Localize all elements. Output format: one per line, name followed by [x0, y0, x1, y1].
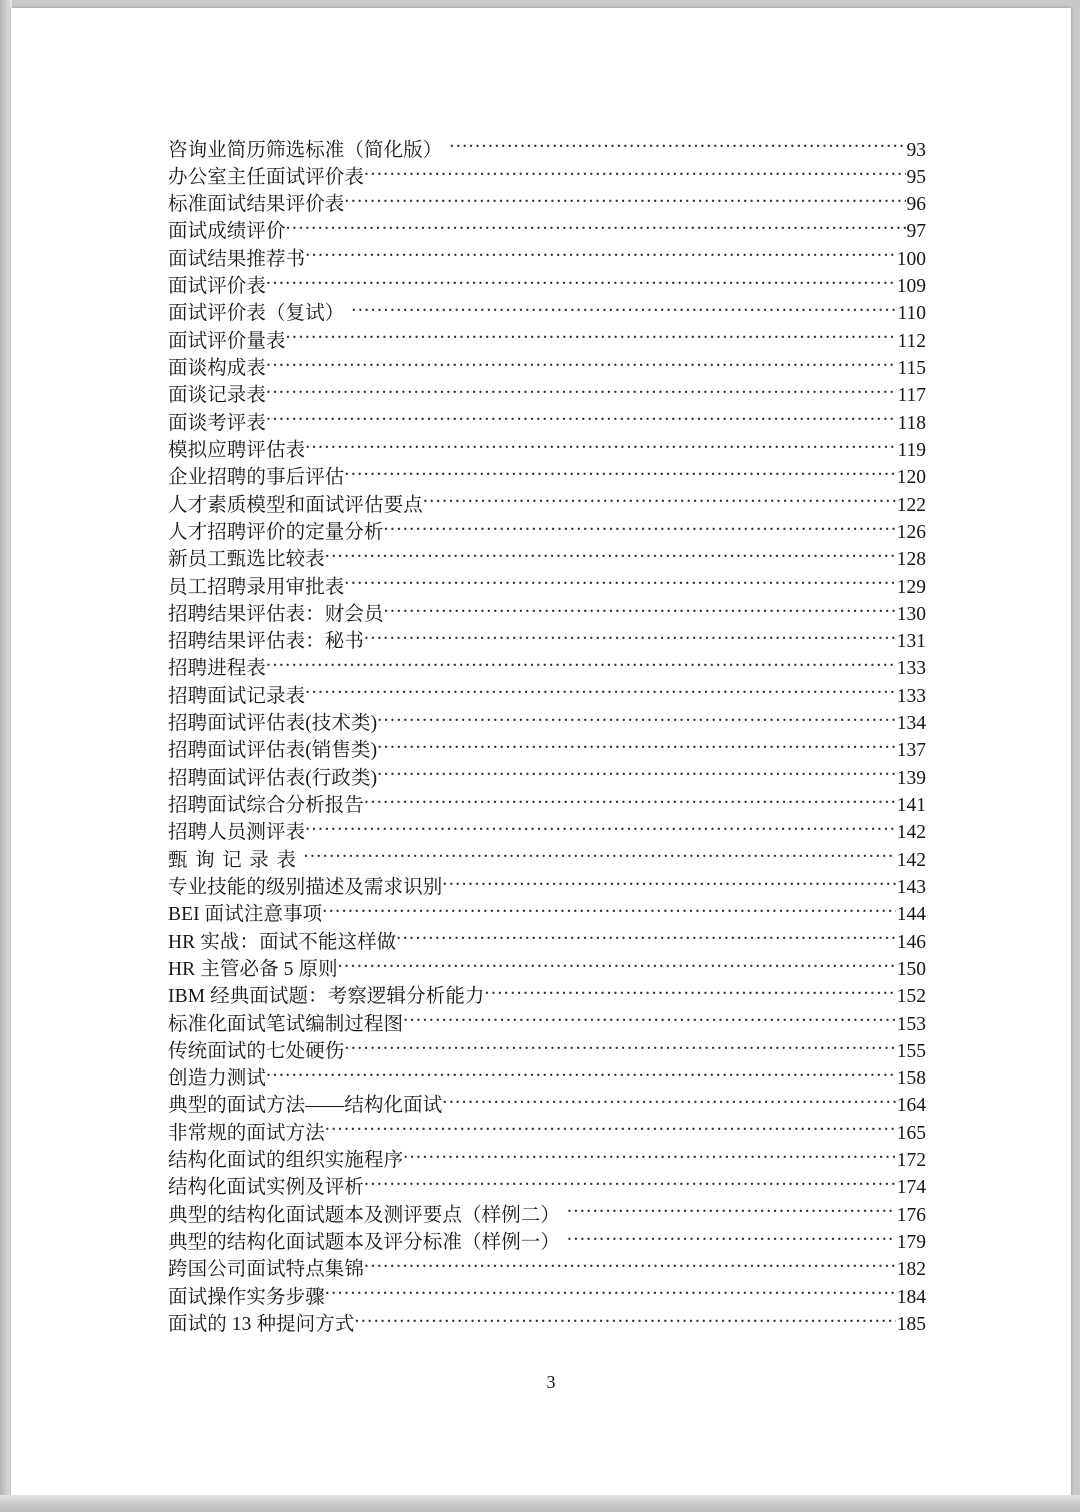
toc-entry[interactable] — [168, 191, 926, 218]
toc-entry-title: HR 主管必备 5 原则 — [168, 958, 338, 980]
toc-entry[interactable] — [168, 1092, 926, 1119]
toc-dot-leader — [322, 901, 895, 921]
toc-entry-page-number: 97 — [906, 221, 926, 243]
toc-dot-leader — [266, 1065, 896, 1085]
toc-entry[interactable] — [168, 518, 926, 545]
toc-dot-leader — [344, 573, 895, 593]
toc-entry-page-number: 144 — [896, 904, 926, 926]
toc-entry-title: 招聘面试评估表(销售类) — [168, 740, 378, 762]
toc-entry-page-number: 110 — [897, 303, 926, 325]
toc-dot-leader — [266, 382, 896, 402]
toc-dot-leader — [305, 682, 896, 702]
toc-entry[interactable] — [168, 136, 926, 163]
toc-entry[interactable] — [168, 1065, 926, 1092]
toc-entry-page-number: 139 — [896, 767, 926, 789]
toc-dot-leader — [384, 600, 896, 620]
toc-entry-page-number: 119 — [897, 439, 926, 461]
toc-entry-page-number: 141 — [896, 795, 926, 816]
toc-entry-title: 典型的结构化面试题本及测评要点（样例二） — [168, 1204, 561, 1226]
toc-dot-leader — [364, 1174, 896, 1194]
toc-dot-leader — [377, 737, 896, 757]
toc-entry[interactable] — [168, 491, 926, 518]
toc-entry-title: 传统面试的七处硬伤 — [168, 1040, 345, 1062]
toc-entry-title: 面试评价量表 — [168, 330, 286, 352]
toc-entry[interactable] — [168, 710, 926, 737]
toc-entry-page-number: 115 — [897, 358, 926, 379]
toc-dot-leader — [403, 1147, 896, 1167]
toc-entry-title: 招聘结果评估表：秘书 — [168, 631, 365, 653]
toc-entry-title: 面试操作实务步骤 — [168, 1286, 325, 1308]
toc-dot-leader — [442, 1092, 895, 1112]
toc-dot-leader — [286, 327, 897, 347]
toc-entry-page-number: 130 — [896, 603, 926, 625]
toc-entry-title: 招聘面试评估表(技术类) — [168, 713, 378, 735]
toc-dot-leader — [396, 928, 895, 948]
toc-entry-page-number: 131 — [896, 631, 926, 653]
toc-entry[interactable] — [168, 764, 926, 791]
toc-entry-page-number: 118 — [897, 412, 926, 434]
toc-entry-title: 招聘人员测评表 — [168, 822, 306, 844]
toc-entry[interactable] — [168, 218, 926, 245]
toc-entry[interactable] — [168, 273, 926, 300]
toc-entry-page-number: 152 — [896, 986, 926, 1008]
toc-dot-leader — [344, 1037, 895, 1057]
toc-entry[interactable] — [168, 163, 926, 190]
toc-dot-leader — [305, 819, 896, 839]
toc-entry-title: 招聘进程表 — [168, 658, 267, 680]
toc-entry[interactable] — [168, 819, 926, 846]
toc-dot-leader — [266, 409, 896, 429]
toc-entry-title: 面试评价表（复试） — [168, 303, 345, 325]
toc-entry-page-number: 126 — [896, 521, 926, 543]
toc-entry-page-number: 122 — [896, 494, 926, 516]
toc-dot-leader — [354, 1310, 895, 1330]
toc-entry-title: 人才素质模型和面试评估要点 — [168, 494, 423, 516]
toc-entry-page-number: 182 — [896, 1259, 926, 1281]
toc-entry[interactable] — [168, 600, 926, 627]
toc-entry-page-number: 143 — [896, 876, 926, 898]
toc-entry[interactable] — [168, 1010, 926, 1037]
toc-dot-leader — [325, 546, 896, 566]
toc-entry[interactable] — [168, 928, 926, 955]
toc-entry-page-number: 137 — [896, 740, 926, 762]
toc-dot-leader — [325, 1119, 896, 1139]
toc-entry-title: 标准化面试笔试编制过程图 — [168, 1013, 404, 1035]
toc-dot-leader — [567, 1201, 896, 1221]
toc-dot-leader — [364, 163, 905, 183]
toc-entry-title: 面谈记录表 — [168, 385, 267, 407]
toc-entry[interactable] — [168, 901, 926, 928]
toc-entry[interactable] — [168, 382, 926, 409]
toc-entry-title: 企业招聘的事后评估 — [168, 467, 345, 489]
toc-entry-page-number: 100 — [896, 248, 926, 270]
toc-entry-title: 结构化面试实例及评析 — [168, 1177, 365, 1199]
toc-entry-title: 创造力测试 — [168, 1068, 267, 1090]
toc-entry-title: 典型的结构化面试题本及评分标准（样例一） — [168, 1232, 561, 1253]
toc-entry[interactable] — [168, 737, 926, 764]
toc-entry-page-number: 172 — [896, 1150, 926, 1172]
toc-entry-title: 跨国公司面试特点集锦 — [168, 1259, 365, 1281]
toc-entry-title: 面试成绩评价 — [168, 221, 286, 243]
toc-dot-leader — [351, 300, 896, 320]
toc-entry-title: 结构化面试的组织实施程序 — [168, 1150, 404, 1172]
toc-dot-leader — [485, 983, 896, 1003]
toc-entry[interactable] — [168, 300, 926, 327]
toc-entry-title: 招聘面试综合分析报告 — [168, 795, 365, 816]
toc-dot-leader — [305, 245, 896, 265]
toc-entry-page-number: 93 — [906, 139, 926, 161]
toc-entry-title: 面试的 13 种提问方式 — [168, 1313, 355, 1335]
toc-entry[interactable] — [168, 1310, 926, 1337]
toc-entry-page-number: 176 — [896, 1204, 926, 1226]
toc-dot-leader — [442, 873, 895, 893]
toc-dot-leader — [304, 846, 896, 866]
toc-dot-leader — [266, 355, 896, 375]
toc-entry[interactable] — [168, 355, 926, 382]
toc-entry-page-number: 174 — [896, 1177, 926, 1199]
toc-entry-title: 招聘面试记录表 — [168, 685, 306, 707]
toc-entry-page-number: 120 — [896, 467, 926, 489]
toc-entry[interactable] — [168, 436, 926, 463]
toc-entry[interactable] — [168, 955, 926, 982]
toc-entry-title: IBM 经典面试题：考察逻辑分析能力 — [168, 986, 485, 1008]
toc-entry[interactable] — [168, 682, 926, 709]
toc-entry-title: 招聘面试评估表(行政类) — [168, 767, 378, 789]
toc-dot-leader — [377, 764, 896, 784]
toc-entry[interactable] — [168, 1119, 926, 1146]
toc-entry[interactable] — [168, 1229, 926, 1256]
toc-entry[interactable] — [168, 983, 926, 1010]
toc-entry-page-number: 95 — [906, 166, 926, 188]
toc-entry-page-number: 184 — [896, 1286, 926, 1308]
toc-entry-title: 甄询记录表 — [168, 849, 304, 871]
toc-dot-leader — [364, 1256, 896, 1276]
toc-dot-leader — [266, 655, 896, 675]
toc-entry[interactable] — [168, 1256, 926, 1283]
toc-entry-page-number: 164 — [896, 1095, 926, 1117]
toc-entry-page-number: 158 — [896, 1068, 926, 1090]
toc-entry[interactable] — [168, 245, 926, 272]
toc-entry-page-number: 112 — [897, 330, 926, 352]
toc-dot-leader — [377, 710, 896, 730]
toc-entry-page-number: 96 — [906, 194, 926, 216]
toc-entry-page-number: 117 — [897, 385, 926, 407]
scan-edge-bottom — [0, 1495, 1080, 1512]
toc-entry-title: 面试结果推荐书 — [168, 248, 306, 270]
toc-entry-page-number: 129 — [896, 576, 926, 598]
page-number-folio: 3 — [546, 1372, 556, 1392]
document-page — [11, 8, 1071, 1497]
toc-entry-page-number: 146 — [896, 931, 926, 953]
toc-entry-title: 新员工甄选比较表 — [168, 549, 325, 571]
toc-entry[interactable] — [168, 1174, 926, 1201]
toc-dot-leader — [344, 464, 895, 484]
table-of-contents — [168, 136, 926, 1338]
toc-entry-page-number: 134 — [896, 713, 926, 735]
toc-dot-leader — [286, 218, 906, 238]
toc-entry-title: 面谈构成表 — [168, 358, 267, 379]
toc-entry[interactable] — [168, 1201, 926, 1228]
toc-entry[interactable] — [168, 1147, 926, 1174]
toc-entry-title: 办公室主任面试评价表 — [168, 166, 365, 188]
toc-entry-page-number: 142 — [896, 849, 926, 871]
toc-entry-title: BEI 面试注意事项 — [168, 904, 323, 926]
toc-entry-title: 专业技能的级别描述及需求识别 — [168, 876, 443, 898]
toc-entry[interactable] — [168, 327, 926, 354]
toc-entry-page-number: 179 — [896, 1232, 926, 1253]
toc-dot-leader — [364, 628, 896, 648]
toc-dot-leader — [325, 1283, 896, 1303]
toc-entry-page-number: 150 — [896, 958, 926, 980]
toc-dot-leader — [338, 955, 896, 975]
toc-entry-page-number: 142 — [896, 822, 926, 844]
toc-entry-page-number: 153 — [896, 1013, 926, 1035]
toc-entry-title: 招聘结果评估表：财会员 — [168, 603, 384, 625]
toc-entry[interactable] — [168, 655, 926, 682]
toc-entry-page-number: 165 — [896, 1122, 926, 1144]
toc-entry-page-number: 185 — [896, 1313, 926, 1335]
toc-entry-page-number: 133 — [896, 658, 926, 680]
toc-entry-title: HR 实战：面试不能这样做 — [168, 931, 397, 953]
toc-dot-leader — [344, 191, 905, 211]
toc-entry-page-number: 109 — [896, 276, 926, 298]
toc-entry[interactable] — [168, 628, 926, 655]
toc-entry[interactable] — [168, 1037, 926, 1064]
toc-dot-leader — [449, 136, 905, 156]
toc-entry-title: 员工招聘录用审批表 — [168, 576, 345, 598]
toc-entry-page-number: 133 — [896, 685, 926, 707]
toc-dot-leader — [403, 1010, 896, 1030]
toc-entry[interactable] — [168, 464, 926, 491]
toc-entry[interactable] — [168, 573, 926, 600]
toc-entry-title: 面试评价表 — [168, 276, 267, 298]
toc-entry-title: 模拟应聘评估表 — [168, 439, 306, 461]
toc-entry-page-number: 155 — [896, 1040, 926, 1062]
toc-dot-leader — [384, 518, 896, 538]
toc-dot-leader — [364, 792, 896, 812]
toc-entry[interactable] — [168, 546, 926, 573]
toc-entry-title: 典型的面试方法——结构化面试 — [168, 1095, 443, 1117]
toc-entry-title: 面谈考评表 — [168, 412, 267, 434]
toc-entry-title: 标准面试结果评价表 — [168, 194, 345, 216]
toc-dot-leader — [567, 1229, 896, 1249]
toc-entry-title: 咨询业简历筛选标准（简化版） — [168, 139, 443, 161]
toc-entry[interactable] — [168, 792, 926, 819]
toc-dot-leader — [305, 436, 896, 456]
toc-entry[interactable] — [168, 846, 926, 873]
toc-entry[interactable] — [168, 409, 926, 436]
toc-entry-title: 人才招聘评价的定量分析 — [168, 521, 384, 543]
toc-dot-leader — [266, 273, 896, 293]
toc-entry-page-number: 128 — [896, 549, 926, 571]
toc-dot-leader — [423, 491, 896, 511]
toc-entry[interactable] — [168, 1283, 926, 1310]
toc-entry-title: 非常规的面试方法 — [168, 1122, 325, 1144]
toc-entry[interactable] — [168, 873, 926, 900]
